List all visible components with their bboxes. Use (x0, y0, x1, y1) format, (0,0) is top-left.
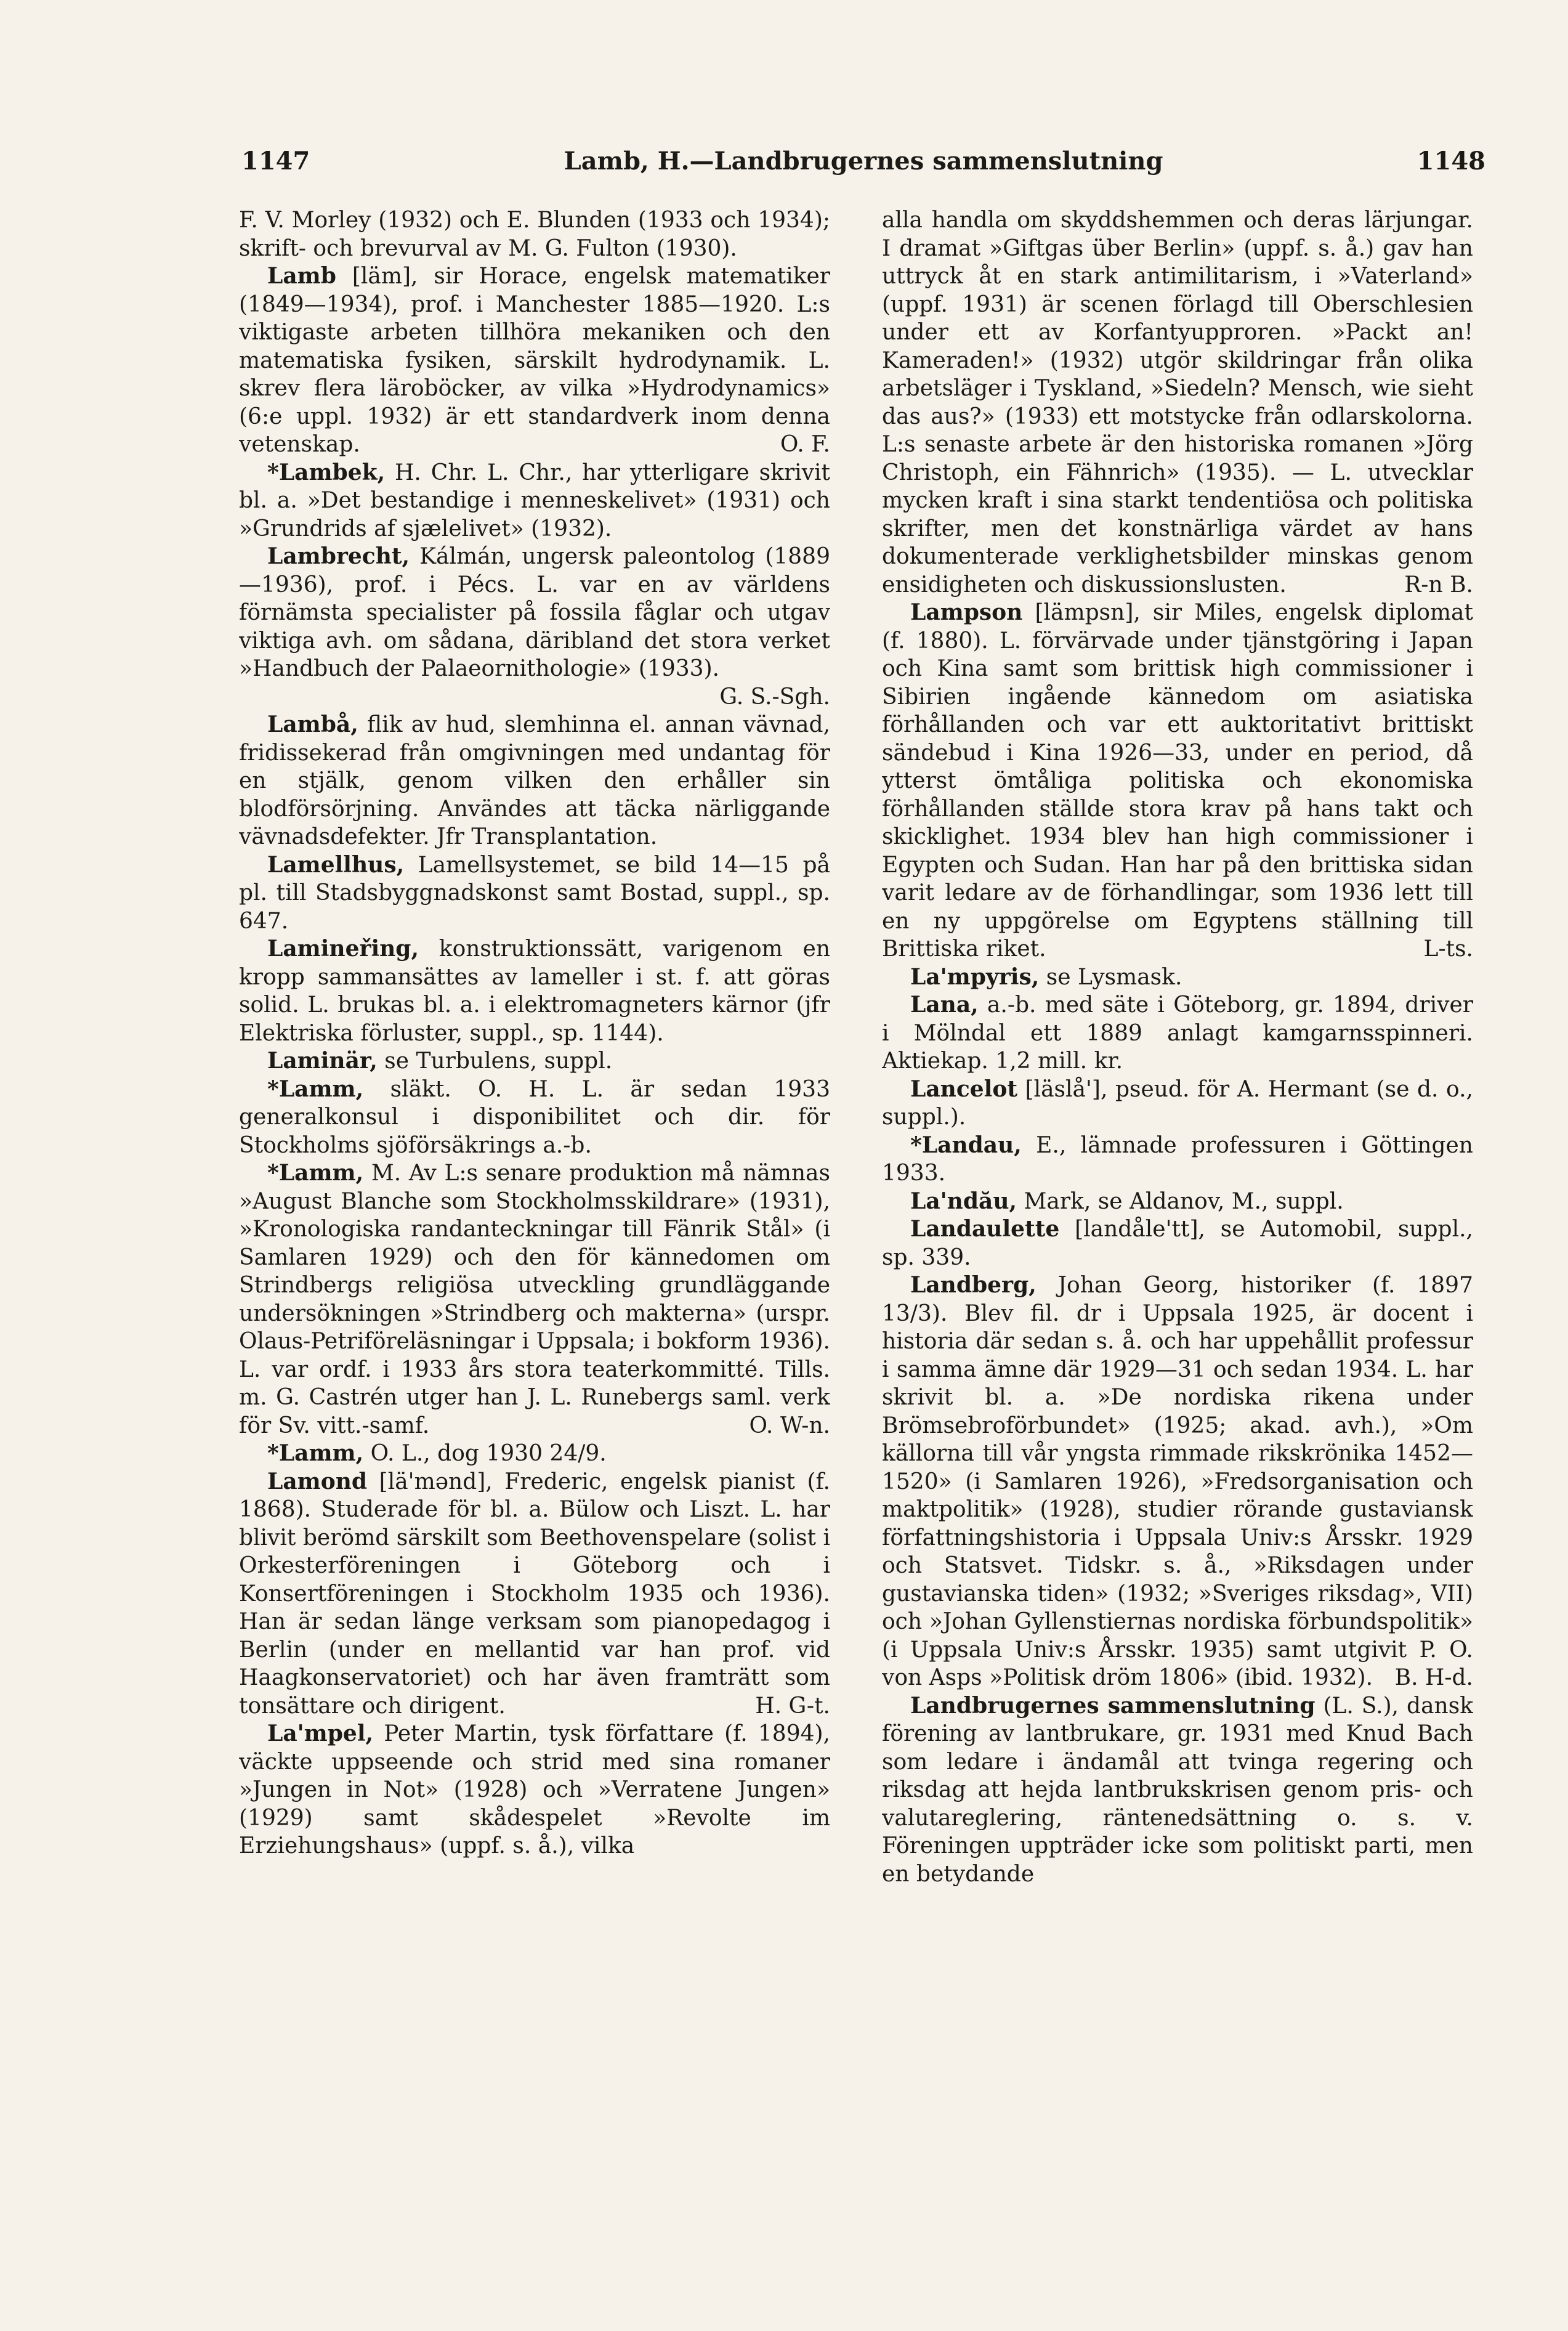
entry-headword: Lambrecht, (267, 543, 410, 569)
entry-headword: Lambå, (267, 711, 358, 737)
dictionary-entry (239, 711, 830, 851)
entry-text: Peter Martin, tysk författare (f. 1894), väckte uppseende och strid med sina romaner »Jungen in Not» (1928) och »Verratene Jungen» (1929) samt skådespelet »Revolte im Erziehungshaus» (uppf. s. å.), vilka (239, 1721, 830, 1859)
entry-text: Lamellsystemet, se bild 14—15 på pl. till Stadsbyggnadskonst samt Bostad, suppl., sp. 647. (239, 852, 830, 934)
dictionary-entry (882, 1132, 1473, 1188)
entry-text: a.-b. med säte i Göteborg, gr. 1894, driver i Mölndal ett 1889 anlagt kamgarnsspinneri. Aktiekap. 1,2 mill. kr. (882, 992, 1473, 1074)
entry-headword: Lamineřing, (267, 936, 419, 962)
dictionary-entry (239, 1440, 830, 1468)
dictionary-entry (882, 599, 1473, 963)
entry-text: F. V. Morley (1932) och E. Blunden (1933 och 1934); skrift- och brevurval av M. G. Fulton (1930). (239, 208, 830, 261)
entry-text: flik av hud, slemhinna el. annan vävnad, fridissekerad från omgivningen med undantag för en stjälk, genom vilken den erhåller sin blodförsörjning. Användes att täcka närliggande vävnadsdefekter. Jfr Transplantation. (239, 712, 830, 849)
entry-signature: O. F. (780, 432, 830, 457)
dictionary-entry (882, 991, 1473, 1076)
entry-headword: *Landau, (910, 1132, 1022, 1158)
entry-text: O. L., dog 1930 24/9. (370, 1441, 607, 1466)
entry-headword: *Lamm, (267, 1160, 364, 1186)
left-column (239, 206, 830, 2301)
entry-headword: Lancelot (910, 1076, 1017, 1102)
entry-signature: G. S.-Sgh. (719, 684, 830, 710)
dictionary-entry (882, 1188, 1473, 1216)
entry-headword: La'ndău, (910, 1188, 1017, 1214)
entry-text: [läm], sir Horace, engelsk matematiker (1849—1934), prof. i Manchester 1885—1920. L:s viktigaste arbeten tillhöra mekaniken och den matematiska fysiken, särskilt hydrodynamik. L. skrev flera läroböcker, av vilka »Hydrodynamics» (6:e uppl. 1932) är ett standardverk inom denna vetenskap. (239, 264, 830, 457)
entry-text: släkt. O. H. L. är sedan 1933 generalkonsul i disponibilitet och dir. för Stockholms sjöförsäkrings a.-b. (239, 1076, 830, 1158)
entry-text: Johan Georg, historiker (f. 1897 13/3). Blev fil. dr i Uppsala 1925, är docent i historia där sedan s. å. och har uppehållit professur i samma ämne där 1929—31 och sedan 1934. L. har skrivit bl. a. »De nordiska rikena under Brömsebroförbundet» (1925; akad. avh.), »Om källorna till vår yngsta rimmade rikskrönika 1452—1520» (i Samlaren 1926), »Fredsorganisation och maktpolitik» (1928), studier rörande gustaviansk författningshistoria i Uppsala Univ:s Årsskr. 1929 och Statsvet. Tidskr. s. å., »Riksdagen under gustavianska tiden» (1932; »Sveriges riksdag», VII) och »Johan Gyllenstiernas nordiska förbundspolitik» (i Uppsala Univ:s Årsskr. 1935) samt utgivit P. O. von Asps »Politisk dröm 1806» (ibid. 1932). (882, 1273, 1473, 1690)
entry-headword: La'mpel, (267, 1721, 374, 1746)
entry-headword: Lamb (267, 263, 336, 289)
dictionary-entry (239, 262, 830, 459)
entry-text: Mark, se Aldanov, M., suppl. (1024, 1188, 1344, 1214)
dictionary-entry (239, 851, 830, 936)
page-number-left: 1147 (241, 147, 310, 176)
right-column (882, 206, 1473, 2301)
dictionary-entry (882, 1076, 1473, 1132)
entry-text: alla handla om skyddshemmen och deras lärjungar. I dramat »Giftgas über Berlin» (uppf. s. å.) gav han uttryck åt en stark antimilitarism, i »Vaterland» (uppf. 1931) är scenen förlagd till Oberschlesien under ett av Korfantyupproren. »Packt an! Kameraden!» (1932) utgör skildringar från olika arbetsläger i Tyskland, »Siedeln? Mensch, wie sieht das aus?» (1933) ett motstycke från odlarskolorna. L:s senaste arbete är den historiska romanen »Jörg Christoph, ein Fähnrich» (1935). — L. utvecklar mycken kraft i sina starkt tendentiösa och politiska skrifter, men det konstnärliga värdet av hans dokumenterade verklighetsbilder minskas genom ensidigheten och diskussionslusten. (882, 208, 1473, 598)
dictionary-entry (882, 206, 1473, 599)
entry-headword: Landberg, (910, 1272, 1037, 1298)
entry-headword: Lampson (910, 599, 1023, 625)
entry-text: konstruktionssätt, varigenom en kropp sammansättes av lameller i st. f. att göras solid. L. brukas bl. a. i elektromagneters kärnor (jfr Elektriska förluster, suppl., sp. 1144). (239, 936, 830, 1046)
entry-text: E., lämnade professuren i Göttingen 1933. (882, 1132, 1473, 1186)
entry-headword: La'mpyris, (910, 963, 1040, 990)
entry-signature: R-n B. (1404, 572, 1473, 598)
entry-headword: *Lamm, (267, 1076, 364, 1102)
entry-signature: H. G-t. (755, 1693, 830, 1719)
dictionary-entry (882, 1215, 1473, 1271)
dictionary-entry (239, 1720, 830, 1860)
entry-text: se Lysmask. (1046, 964, 1182, 990)
dictionary-entry (239, 1047, 830, 1076)
running-title: Lamb, H.—Landbrugernes sammenslutning (564, 147, 1163, 176)
entry-text: M. Av L:s senare produktion må nämnas »August Blanche som Stockholmsskildrare» (1931), »Kronologiska randanteckningar till Fänrik Stål» (i Samlaren 1929) och den för kännedomen om Strindbergs religiösa utveckling grundläggande undersökningen »Strindberg och makterna» (urspr. Olaus-Petriföreläsningar i Uppsala; i bokform 1936). L. var ordf. i 1933 års stora teaterkommitté. Tills. m. G. Castrén utger han J. L. Runebergs saml. verk för Sv. vitt.-samf. (239, 1161, 830, 1438)
entry-headword: Laminär, (267, 1048, 378, 1074)
entry-headword: Lana, (910, 992, 979, 1018)
dictionary-entry (239, 1468, 830, 1721)
dictionary-entry (882, 1692, 1473, 1889)
entry-signature: O. W-n. (749, 1413, 830, 1438)
dictionary-entry (239, 1159, 830, 1440)
entry-text: (L. S.), dansk förening av lantbrukare, gr. 1931 med Knud Bach som ledare i ändamål att tvinga regering och riksdag att hejda lantbrukskrisen genom pris- och valutareglering, räntenedsättning o. s. v. Föreningen uppträder icke som politiskt parti, men en betydande (882, 1693, 1473, 1887)
page-number-right: 1148 (1416, 147, 1485, 176)
entry-text: [landåle'tt], se Automobil, suppl., sp. 339. (882, 1217, 1473, 1270)
entry-text: [lämpsn], sir Miles, engelsk diplomat (f. 1880). L. förvärvade under tjänstgöring i Japan och Kina samt som brittisk high commissioner i Sibirien ingående kännedom om asiatiska förhållanden och var ett auktoritativt brittiskt sändebud i Kina 1926—33, under en period, då ytterst ömtåliga politiska och ekonomiska förhållanden ställde stora krav på hans takt och skicklighet. 1934 blev han high commissioner i Egypten och Sudan. Han har på den brittiska sidan varit ledare av de förhandlingar, som 1936 lett till en ny uppgörelse om Egyptens ställning till Brittiska riket. (882, 600, 1473, 962)
entry-headword: *Lamm, (267, 1440, 364, 1466)
entry-text: se Turbulens, suppl. (384, 1048, 613, 1074)
page-header (241, 147, 1485, 184)
entry-text: [lä'mənd], Frederic, engelsk pianist (f. 1868). Studerade för bl. a. Bülow och Liszt. L. har blivit berömd särskilt som Beethovenspelare (solist i Orkesterföreningen i Göteborg och i Konsertföreningen i Stockholm 1935 och 1936). Han är sedan länge verksam som pianopedagog i Berlin (under en mellantid var han prof. vid Haagkonservatoriet) och har även framträtt som tonsättare och dirigent. (239, 1469, 830, 1719)
entry-headword: Landaulette (910, 1216, 1060, 1242)
dictionary-entry (239, 459, 830, 543)
entry-text: H. Chr. L. Chr., har ytterligare skrivit bl. a. »Det bestandige i menneskelivet» (1931) och »Grundrids af sjælelivet» (1932). (239, 460, 830, 541)
entry-text: [läslå'], pseud. för A. Hermant (se d. o., suppl.). (882, 1076, 1473, 1130)
dictionary-entry (239, 935, 830, 1047)
entry-signature: B. H-d. (1394, 1665, 1473, 1690)
dictionary-entry (239, 543, 830, 711)
entry-text: Kálmán, ungersk paleontolog (1889—1936), prof. i Pécs. L. var en av världens förnämsta specialister på fossila fåglar och utgav viktiga avh. om sådana, däribland det stora verket »Handbuch der Palaeornithologie» (1933). (239, 544, 830, 681)
entry-headword: Lamellhus, (267, 851, 405, 878)
entry-headword: Landbrugernes sammenslutning (910, 1692, 1315, 1719)
dictionary-entry (239, 1076, 830, 1160)
entry-signature: L-ts. (1423, 936, 1473, 962)
entry-headword: *Lambek, (267, 459, 386, 485)
dictionary-entry (882, 1271, 1473, 1692)
dictionary-entry (239, 206, 830, 262)
entry-headword: Lamond (267, 1468, 368, 1494)
dictionary-entry (882, 963, 1473, 992)
